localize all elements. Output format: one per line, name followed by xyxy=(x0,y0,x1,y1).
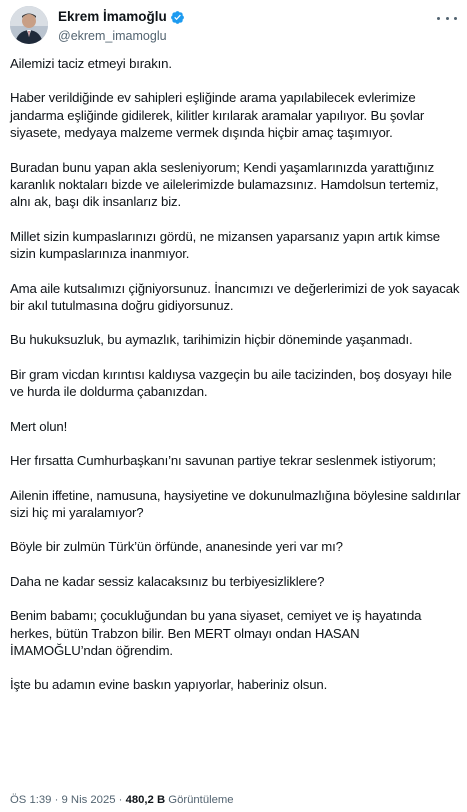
author-names xyxy=(58,9,185,44)
views-count: 480,2 B xyxy=(125,794,166,806)
more-dot xyxy=(446,17,449,20)
avatar[interactable] xyxy=(10,6,48,44)
meta-separator: · xyxy=(54,794,59,806)
tweet-meta xyxy=(10,793,234,807)
tweet-paragraph: Her fırsatta Cumhurbaşkanı’nı savunan partiye tekrar seslenmek istiyorum; xyxy=(10,453,436,469)
tweet-time[interactable]: ÖS 1:39 xyxy=(10,794,52,806)
tweet-paragraph: Bu hukuksuzluk, bu aymazlık, tarihimizin hiçbir döneminde yaşanmadı. xyxy=(10,332,413,348)
tweet-paragraph: Ailemizi taciz etmeyi bırakın. xyxy=(10,56,172,71)
tweet-paragraph: Ama aile kutsalımızı çiğniyorsunuz. İnancımızı ve değerlerimizi de yok sayacak bir akıl tutulmasına doğru gidiyorsunuz. xyxy=(10,280,460,314)
tweet-paragraph: Daha ne kadar sessiz kalacaksınız bu terbiyesizliklere? xyxy=(10,573,325,589)
display-name[interactable]: Ekrem İmamoğlu xyxy=(58,9,167,24)
tweet-paragraph: Böyle bir zulmün Türk’ün örfünde, ananesinde yeri var mı? xyxy=(10,539,343,555)
tweet-header xyxy=(10,6,457,46)
verified-check-icon xyxy=(170,10,185,25)
display-name-row xyxy=(58,9,185,25)
tweet-paragraph: İşte bu adamın evine baskın yapıyorlar, haberiniz olsun. xyxy=(10,677,328,693)
tweet-text xyxy=(10,55,462,711)
tweet-paragraph: Ailenin iffetine, namusuna, haysiyetine ve dokunulmazlığına böylesine saldırılar sizi hiç mi yaralamıyor? xyxy=(10,487,461,520)
tweet-paragraph: Bir gram vicdan kırıntısı kaldıysa vazgeçin bu aile tacizinden, boş dosyayı hile ve hurda ile doldurma çabanızdan. xyxy=(10,366,452,400)
more-dot xyxy=(454,17,457,20)
more-dots-icon[interactable] xyxy=(437,12,457,24)
tweet-date[interactable]: 9 Nis 2025 xyxy=(61,794,116,806)
tweet-paragraph: Buradan bunu yapan akla sesleniyorum; Kendi yaşamlarınızda yarattığınız karanlık noktaları bizde ve ailelerimizde bulamazsınız. Hamdolsun tertemiz, alnı ak, başı dik insanlarız biz. xyxy=(10,159,439,210)
meta-separator: · xyxy=(118,794,123,806)
tweet-paragraph: Haber verildiğinde ev sahipleri eşliğinde arama yapılabilecek evlerimize jandarma eşliğinde gidilerek, kilitler kırılarak aramalar yapılıyor. Bu şovlar siyasete, medyaya malzeme vermek dışında hiçbir amaç taşımıyor. xyxy=(10,90,425,141)
views-label: Görüntüleme xyxy=(168,794,234,806)
tweet-paragraph: Benim babamı; çocukluğundan bu yana siyaset, cemiyet ve iş hayatında herkes, bütün Trabzon bilir. Ben MERT olmayı ondan HASAN İMAMOĞLU’ndan öğrendim. xyxy=(10,608,422,658)
author-handle[interactable]: @ekrem_imamoglu xyxy=(58,29,167,43)
tweet-paragraph: Mert olun! xyxy=(10,418,68,434)
avatar-image xyxy=(10,6,48,44)
tweet-paragraph: Millet sizin kumpaslarınızı gördü, ne mizansen yaparsanız yapın artık kimse sizin kumpaslarınıza inanmıyor. xyxy=(10,228,440,262)
more-dot xyxy=(437,17,440,20)
